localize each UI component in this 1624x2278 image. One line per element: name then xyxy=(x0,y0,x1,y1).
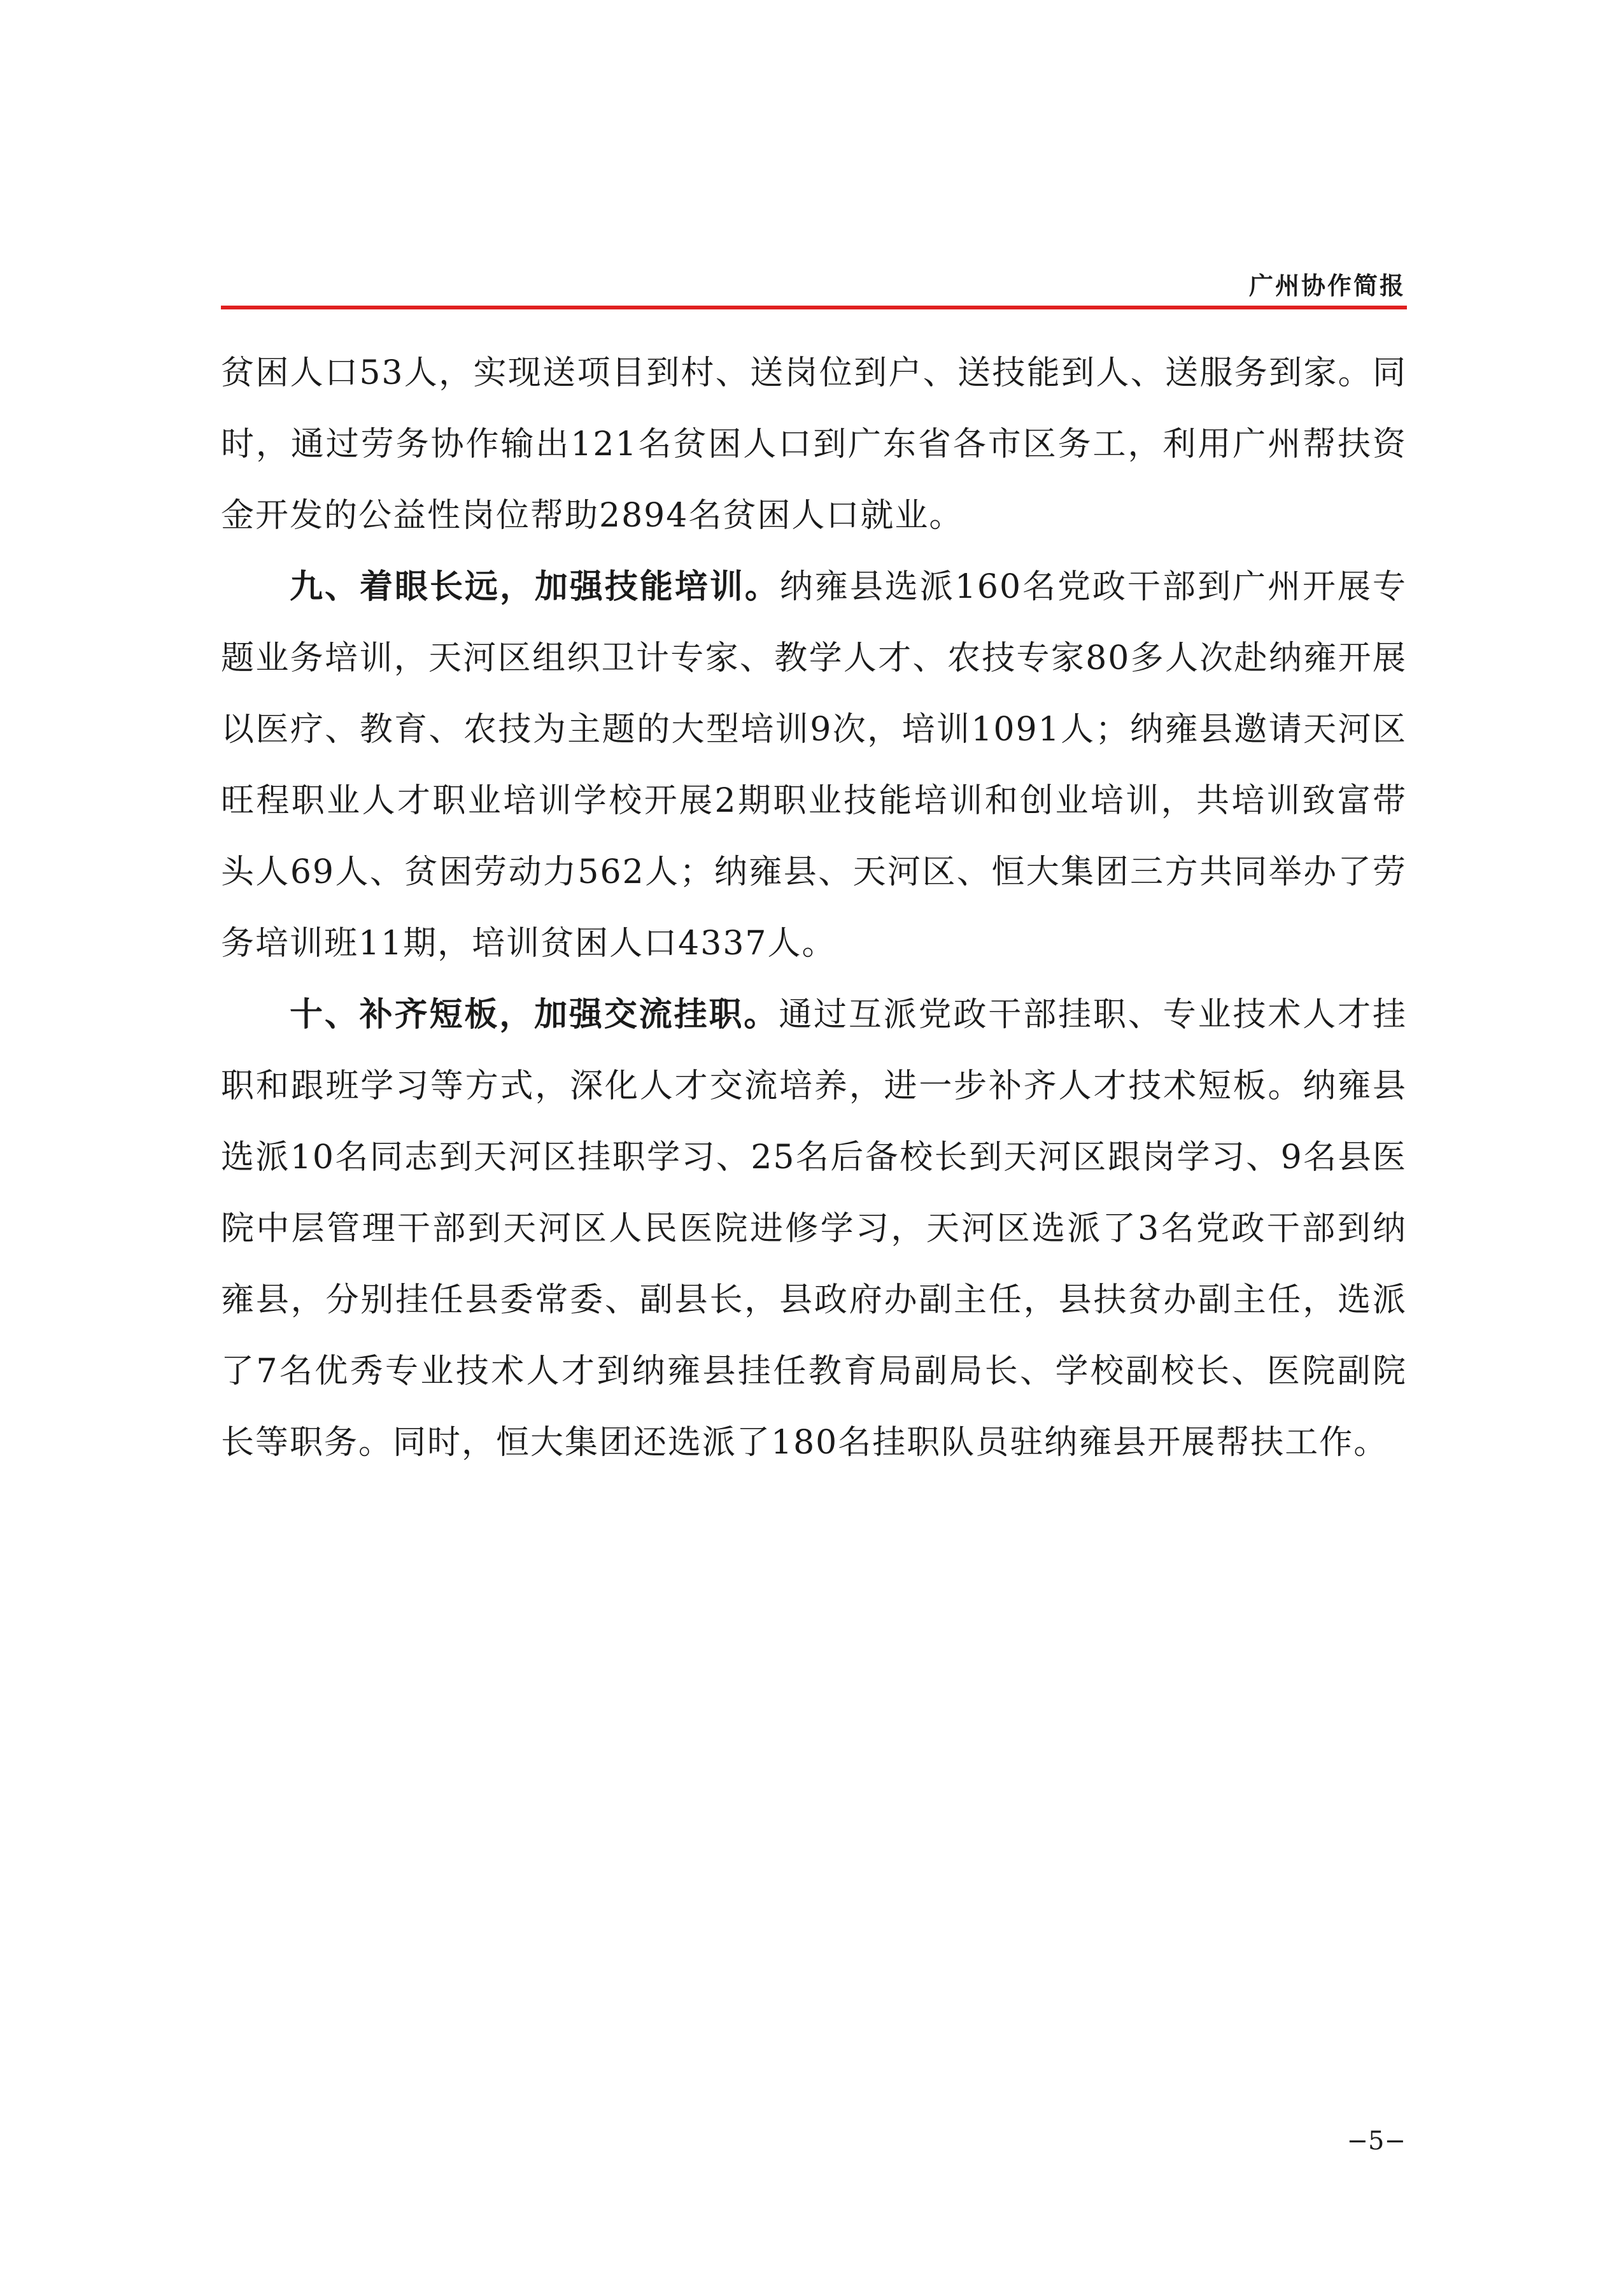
paragraph-2-text: 纳雍县选派160名党政干部到广州开展专题业务培训，天河区组织卫计专家、教学人才、农技专家80多人次赴纳雍开展以医疗、教育、农技为主题的大型培训9次，培训1091人；纳雍县邀请天河区旺程职业人才职业培训学校开展2期职业技能培训和创业培训，共培训致富带头人69人、贫困劳动力562人；纳雍县、天河区、恒大集团三方共同举办了劳务培训班11期，培训贫困人口4337人。 xyxy=(221,568,1407,963)
paragraph-3-text: 通过互派党政干部挂职、专业技术人才挂职和跟班学习等方式，深化人才交流培养，进一步补齐人才技术短板。纳雍县选派10名同志到天河区挂职学习、25名后备校长到天河区跟岗学习、9名县医院中层管理干部到天河区人民医院进修学习，天河区选派了3名党政干部到纳雍县，分别挂任县委常委、副县长，县政府办副主任，县扶贫办副主任，选派了7名优秀专业技术人才到纳雍县挂任教育局副局长、学校副校长、医院副院长等职务。同时，恒大集团还选派了180名挂职队员驻纳雍县开展帮扶工作。 xyxy=(221,996,1407,1462)
header-rule xyxy=(221,306,1407,309)
paragraph-1-text: 贫困人口53人，实现送项目到村、送岗位到户、送技能到人、送服务到家。同时，通过劳务协作输出121名贫困人口到广东省各市区务工，利用广州帮扶资金开发的公益性岗位帮助2894名贫困人口就业。 xyxy=(221,354,1407,535)
document-body xyxy=(221,337,1407,1478)
section-heading-9: 九、着眼长远，加强技能培训。 xyxy=(290,567,780,606)
section-heading-10: 十、补齐短板，加强交流挂职。 xyxy=(290,995,779,1034)
page-number: −5− xyxy=(1346,2126,1406,2156)
header-title: 广州协作简报 xyxy=(1248,271,1406,300)
paragraph-1 xyxy=(221,337,1407,551)
paragraph-3 xyxy=(221,979,1407,1478)
paragraph-2 xyxy=(221,551,1407,979)
